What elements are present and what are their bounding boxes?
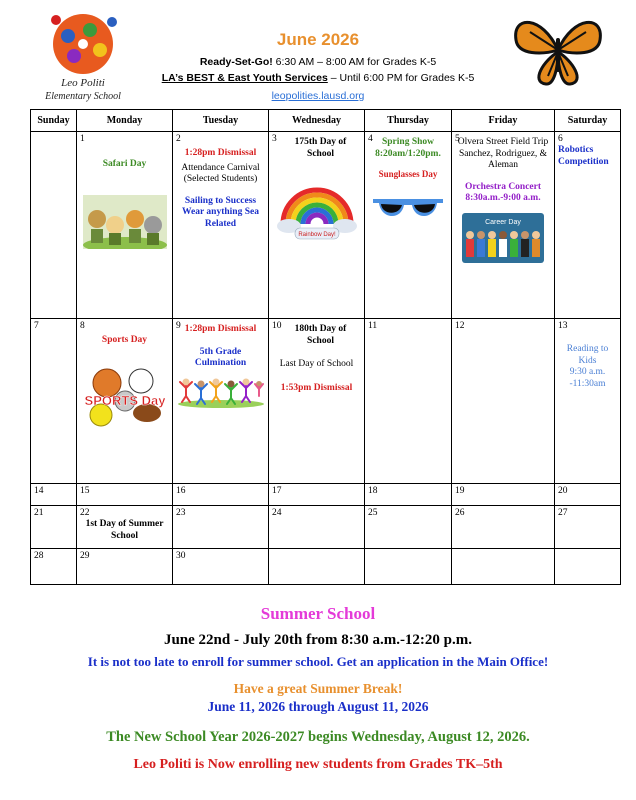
event-180th-day: 180th Day of School (294, 324, 347, 346)
event-robotics-competition: Robotics Competition (558, 145, 609, 167)
weekday-thursday: Thursday (365, 110, 452, 132)
june-calendar (30, 109, 621, 585)
day-number: 11 (368, 321, 378, 331)
school-logo (28, 6, 138, 102)
enrolling-notice: Leo Politi is Now enrolling new students from Grades TK–5th (133, 757, 503, 772)
day-number: 1 (80, 134, 85, 144)
day-cell-empty (269, 549, 365, 585)
day-cell-10 (269, 319, 365, 484)
day-cell-empty (452, 549, 555, 585)
sports-day-text: SPORTS Day (84, 392, 165, 408)
sports-day-image (85, 363, 165, 433)
day-cell-21 (31, 506, 77, 549)
day-cell-6 (555, 132, 621, 319)
day-number: 28 (34, 551, 44, 561)
enroll-note: It is not too late to enroll for summer school. Get an application in the Main Office! (87, 654, 549, 669)
day-cell-26 (452, 506, 555, 549)
month-title: June 2026 (276, 30, 360, 49)
day-number: 27 (558, 508, 568, 518)
new-school-year: The New School Year 2026-2027 begins Wednesday, August 12, 2026. (106, 729, 530, 745)
summer-break-dates: June 11, 2026 through August 11, 2026 (207, 699, 429, 714)
day-cell-empty (31, 132, 77, 319)
day-number: 4 (368, 134, 373, 144)
day-cell-29 (77, 549, 173, 585)
event-dismissal: 1:28pm Dismissal (184, 148, 257, 158)
day-cell-12 (452, 319, 555, 484)
day-cell-4 (365, 132, 452, 319)
day-cell-empty (555, 549, 621, 585)
weekday-header-row (31, 110, 621, 132)
career-day-text: Career Day (485, 218, 521, 226)
day-number: 24 (272, 508, 282, 518)
weekday-friday: Friday (452, 110, 555, 132)
weekday-monday: Monday (77, 110, 173, 132)
day-cell-2 (173, 132, 269, 319)
week-row-2 (31, 319, 621, 484)
week-row-5 (31, 549, 621, 585)
event-safari-day: Safari Day (102, 159, 147, 169)
day-number: 30 (176, 551, 186, 561)
day-cell-11 (365, 319, 452, 484)
day-cell-18 (365, 484, 452, 506)
day-cell-22 (77, 506, 173, 549)
day-number: 12 (455, 321, 465, 331)
event-spring-show: Spring Show 8:20am/1:20pm. (375, 137, 441, 159)
day-cell-24 (269, 506, 365, 549)
day-cell-23 (173, 506, 269, 549)
day-number: 23 (176, 508, 186, 518)
day-number: 20 (558, 486, 568, 496)
rainbow-day-image (277, 178, 357, 240)
day-cell-25 (365, 506, 452, 549)
event-dismissal: 1:53pm Dismissal (280, 382, 353, 393)
day-cell-27 (555, 506, 621, 549)
day-number: 19 (455, 486, 465, 496)
day-cell-3 (269, 132, 365, 319)
summer-school-title: Summer School (260, 604, 376, 623)
day-cell-13 (555, 319, 621, 484)
day-number: 8 (80, 321, 85, 331)
day-cell-19 (452, 484, 555, 506)
day-cell-14 (31, 484, 77, 506)
children-jumping-image (178, 374, 264, 408)
day-number: 29 (80, 551, 90, 561)
day-cell-5 (452, 132, 555, 319)
event-first-day-summer-school: 1st Day of Summer School (85, 519, 164, 541)
day-number: 25 (368, 508, 378, 518)
logo-text-line2: Elementary School (45, 91, 121, 102)
day-number: 16 (176, 486, 186, 496)
day-cell-8 (77, 319, 173, 484)
day-number: 14 (34, 486, 44, 496)
week-row-1 (31, 132, 621, 319)
weekday-tuesday: Tuesday (173, 110, 269, 132)
ready-set-go-line: Ready-Set-Go! 6:30 AM – 8:00 AM for Grades K-5 (199, 56, 437, 68)
las-best-line: LA’s BEST & East Youth Services – Until 6:00 PM for Grades K-5 (161, 72, 475, 84)
day-number: 22 (80, 508, 90, 518)
weekday-saturday: Saturday (555, 110, 621, 132)
school-website-link[interactable]: leopolities.lausd.org (271, 90, 365, 102)
event-sunglasses-day: Sunglasses Day (378, 169, 438, 179)
event-reading-time: 9:30 a.m. -11:30am (569, 367, 606, 389)
day-cell-20 (555, 484, 621, 506)
summer-break-title: Have a great Summer Break! (233, 681, 403, 696)
day-cell-1 (77, 132, 173, 319)
weekday-sunday: Sunday (31, 110, 77, 132)
day-cell-7 (31, 319, 77, 484)
day-number: 9 (176, 321, 181, 331)
weekday-wednesday: Wednesday (269, 110, 365, 132)
event-sports-day: Sports Day (101, 335, 148, 345)
event-175th-day: 175th Day of School (294, 137, 347, 159)
day-number: 26 (455, 508, 465, 518)
sunglasses-image (371, 195, 445, 225)
event-attendance-carnival: Attendance Carnival (Selected Students) (181, 162, 260, 184)
rainbow-day-text: Rainbow Day! (297, 232, 336, 238)
day-number: 13 (558, 321, 568, 331)
page-header (0, 0, 636, 108)
day-cell-28 (31, 549, 77, 585)
safari-animals-image (83, 195, 167, 249)
event-olvera-field-trip: Olvera Street Field Trip Sanchez, Rodriguez, & Aleman (457, 137, 549, 170)
day-cell-9 (173, 319, 269, 484)
day-number: 5 (455, 134, 460, 144)
logo-text-line1: Leo Politi (61, 77, 105, 89)
week-row-3 (31, 484, 621, 506)
event-dismissal: 1:28pm Dismissal (184, 324, 257, 334)
day-number: 17 (272, 486, 282, 496)
day-number: 7 (34, 321, 39, 331)
day-number: 18 (368, 486, 378, 496)
day-number: 2 (176, 134, 181, 144)
day-number: 15 (80, 486, 90, 496)
event-sailing-to-success: Sailing to Success Wear anything Sea Related (182, 195, 259, 229)
event-reading-to-kids: Reading to Kids (566, 344, 609, 366)
day-cell-16 (173, 484, 269, 506)
week-row-4 (31, 506, 621, 549)
day-number: 3 (272, 134, 277, 144)
day-cell-15 (77, 484, 173, 506)
day-cell-empty (365, 549, 452, 585)
event-orchestra-concert: Orchestra Concert 8:30a.m.-9:00 a.m. (464, 181, 542, 203)
event-last-day-of-school: Last Day of School (279, 359, 354, 369)
day-number: 10 (272, 321, 282, 331)
career-day-image (462, 213, 544, 263)
summer-school-dates: June 22nd - July 20th from 8:30 a.m.-12:20 p.m. (163, 632, 473, 648)
day-number: 6 (558, 134, 563, 144)
day-cell-30 (173, 549, 269, 585)
day-number: 21 (34, 508, 44, 518)
day-cell-17 (269, 484, 365, 506)
event-5th-grade-culmination: 5th Grade Culmination (194, 346, 247, 368)
